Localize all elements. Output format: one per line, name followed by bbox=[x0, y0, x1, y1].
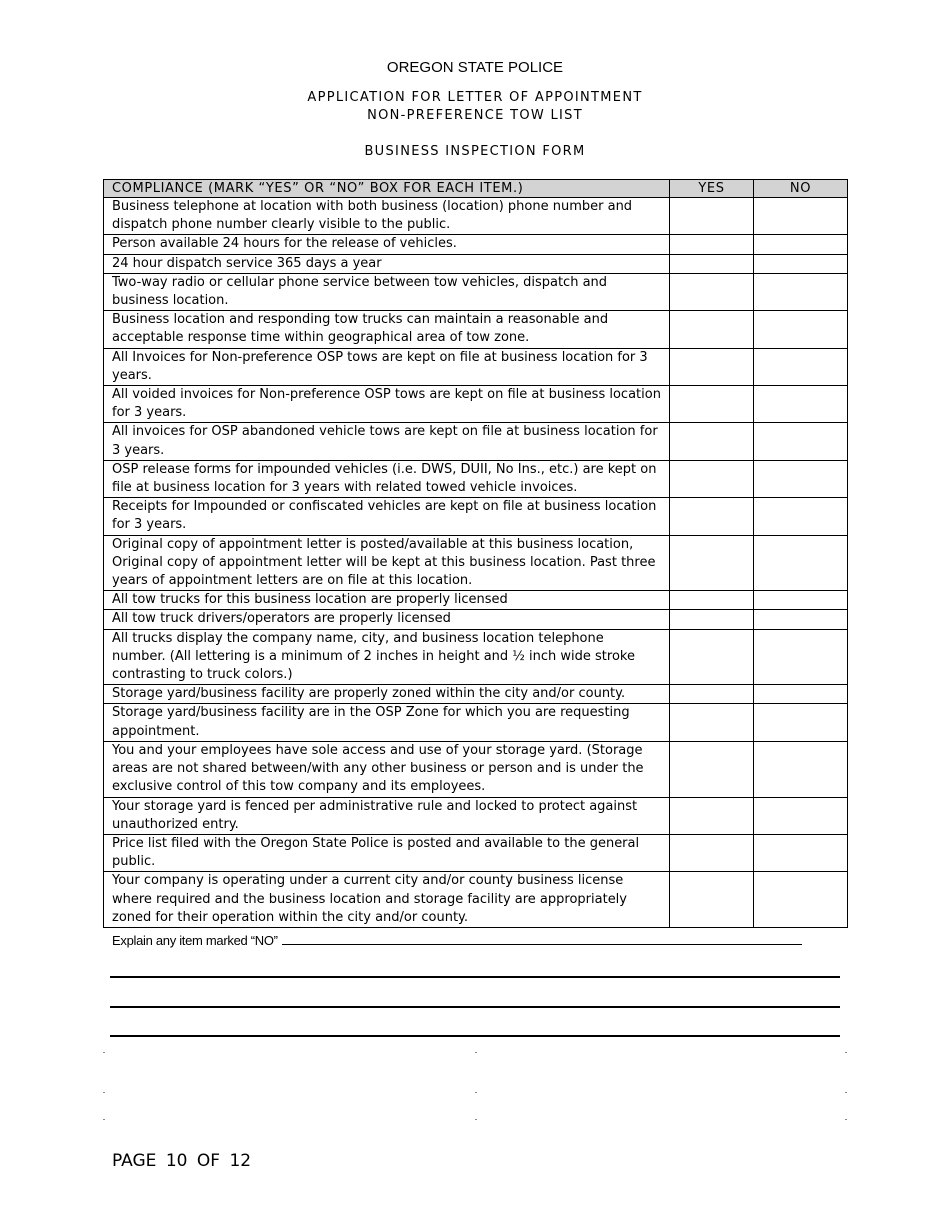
compliance-item: Your storage yard is fenced per administrative rule and locked to protect against unauthorized entry. bbox=[104, 797, 670, 834]
table-row bbox=[104, 704, 848, 741]
compliance-item: Two-way radio or cellular phone service between tow vehicles, dispatch and business location. bbox=[104, 273, 670, 310]
yes-box[interactable] bbox=[670, 273, 754, 310]
yes-box[interactable] bbox=[670, 797, 754, 834]
no-header: NO bbox=[754, 180, 848, 198]
compliance-item: Storage yard/business facility are in the OSP Zone for which you are requesting appointment. bbox=[104, 704, 670, 741]
no-box[interactable] bbox=[754, 629, 848, 685]
yes-box[interactable] bbox=[670, 610, 754, 629]
table-row bbox=[104, 311, 848, 348]
table-row bbox=[104, 629, 848, 685]
yes-box[interactable] bbox=[670, 741, 754, 797]
yes-box[interactable] bbox=[670, 235, 754, 254]
explain-no-section bbox=[112, 932, 802, 948]
compliance-item: Original copy of appointment letter is posted/available at this business location, Original copy of appointment letter will be kept at this business location. Past three years of appointment letters are on file at this location. bbox=[104, 535, 670, 591]
compliance-header: COMPLIANCE (MARK “YES” OR “NO” BOX FOR EACH ITEM.) bbox=[104, 180, 670, 198]
grid-mark bbox=[845, 1092, 847, 1093]
grid-mark bbox=[475, 1119, 477, 1120]
explain-writing-line[interactable] bbox=[110, 1035, 840, 1037]
table-row bbox=[104, 741, 848, 797]
no-box[interactable] bbox=[754, 610, 848, 629]
total-pages: 12 bbox=[229, 1151, 252, 1171]
no-box[interactable] bbox=[754, 348, 848, 385]
yes-box[interactable] bbox=[670, 872, 754, 928]
explain-input-line[interactable] bbox=[282, 932, 802, 945]
grid-mark bbox=[103, 1052, 105, 1053]
no-box[interactable] bbox=[754, 254, 848, 273]
no-box[interactable] bbox=[754, 685, 848, 704]
no-box[interactable] bbox=[754, 386, 848, 423]
no-box[interactable] bbox=[754, 198, 848, 235]
yes-box[interactable] bbox=[670, 423, 754, 460]
yes-box[interactable] bbox=[670, 685, 754, 704]
explain-writing-line[interactable] bbox=[110, 976, 840, 978]
explain-writing-line[interactable] bbox=[110, 1006, 840, 1008]
compliance-item: You and your employees have sole access and use of your storage yard. (Storage areas are not shared between/with any other business or person and is under the exclusive control of this tow company and its employees. bbox=[104, 741, 670, 797]
compliance-item: Storage yard/business facility are properly zoned within the city and/or county. bbox=[104, 685, 670, 704]
yes-box[interactable] bbox=[670, 348, 754, 385]
yes-box[interactable] bbox=[670, 535, 754, 591]
compliance-item: All trucks display the company name, city, and business location telephone number. (All lettering is a minimum of 2 inches in height and ½ inch wide stroke contrasting to truck colors.) bbox=[104, 629, 670, 685]
grid-mark bbox=[103, 1092, 105, 1093]
table-row bbox=[104, 834, 848, 871]
compliance-item: Business location and responding tow trucks can maintain a reasonable and acceptable response time within geographical area of tow zone. bbox=[104, 311, 670, 348]
table-row bbox=[104, 685, 848, 704]
yes-box[interactable] bbox=[670, 704, 754, 741]
no-box[interactable] bbox=[754, 273, 848, 310]
yes-header: YES bbox=[670, 180, 754, 198]
no-box[interactable] bbox=[754, 235, 848, 254]
compliance-item: All tow trucks for this business location are properly licensed bbox=[104, 591, 670, 610]
no-box[interactable] bbox=[754, 423, 848, 460]
table-row bbox=[104, 797, 848, 834]
compliance-item: All tow truck drivers/operators are properly licensed bbox=[104, 610, 670, 629]
table-row bbox=[104, 273, 848, 310]
table-row bbox=[104, 254, 848, 273]
no-box[interactable] bbox=[754, 741, 848, 797]
table-row bbox=[104, 498, 848, 535]
no-box[interactable] bbox=[754, 834, 848, 871]
compliance-table bbox=[103, 179, 848, 928]
current-page: 10 bbox=[165, 1151, 188, 1171]
table-row bbox=[104, 591, 848, 610]
page-number bbox=[112, 1151, 251, 1171]
compliance-item: 24 hour dispatch service 365 days a year bbox=[104, 254, 670, 273]
yes-box[interactable] bbox=[670, 629, 754, 685]
yes-box[interactable] bbox=[670, 386, 754, 423]
grid-mark bbox=[845, 1052, 847, 1053]
table-row bbox=[104, 235, 848, 254]
table-row bbox=[104, 348, 848, 385]
no-box[interactable] bbox=[754, 460, 848, 497]
yes-box[interactable] bbox=[670, 834, 754, 871]
form-title: BUSINESS INSPECTION FORM bbox=[364, 144, 586, 159]
yes-box[interactable] bbox=[670, 498, 754, 535]
tow-list-title: NON-PREFERENCE TOW LIST bbox=[367, 108, 583, 123]
compliance-item: Business telephone at location with both business (location) phone number and dispatch phone number clearly visible to the public. bbox=[104, 198, 670, 235]
grid-mark bbox=[845, 1119, 847, 1120]
no-box[interactable] bbox=[754, 872, 848, 928]
no-box[interactable] bbox=[754, 591, 848, 610]
table-row bbox=[104, 386, 848, 423]
compliance-item: All Invoices for Non-preference OSP tows are kept on file at business location for 3 years. bbox=[104, 348, 670, 385]
table-row bbox=[104, 423, 848, 460]
agency-title: OREGON STATE POLICE bbox=[386, 59, 564, 76]
grid-mark bbox=[475, 1092, 477, 1093]
of-label: OF bbox=[196, 1151, 221, 1171]
table-row bbox=[104, 535, 848, 591]
page-label: PAGE bbox=[112, 1151, 157, 1171]
grid-mark bbox=[103, 1119, 105, 1120]
no-box[interactable] bbox=[754, 797, 848, 834]
grid-mark bbox=[475, 1052, 477, 1053]
compliance-item: Your company is operating under a current city and/or county business license where required and the business location and storage facility are appropriately zoned for their operation within the city and/or county. bbox=[104, 872, 670, 928]
table-row bbox=[104, 198, 848, 235]
yes-box[interactable] bbox=[670, 591, 754, 610]
compliance-item: All voided invoices for Non-preference OSP tows are kept on file at business location for 3 years. bbox=[104, 386, 670, 423]
yes-box[interactable] bbox=[670, 254, 754, 273]
yes-box[interactable] bbox=[670, 311, 754, 348]
compliance-item: All invoices for OSP abandoned vehicle tows are kept on file at business location for 3 years. bbox=[104, 423, 670, 460]
no-box[interactable] bbox=[754, 704, 848, 741]
table-row bbox=[104, 460, 848, 497]
compliance-item: Receipts for Impounded or confiscated vehicles are kept on file at business location for 3 years. bbox=[104, 498, 670, 535]
table-row bbox=[104, 610, 848, 629]
explain-label: Explain any item marked “NO” bbox=[112, 933, 278, 948]
compliance-item: Person available 24 hours for the release of vehicles. bbox=[104, 235, 670, 254]
no-box[interactable] bbox=[754, 498, 848, 535]
application-title: APPLICATION FOR LETTER OF APPOINTMENT bbox=[307, 90, 643, 105]
yes-box[interactable] bbox=[670, 460, 754, 497]
no-box[interactable] bbox=[754, 535, 848, 591]
compliance-item: OSP release forms for impounded vehicles (i.e. DWS, DUII, No Ins., etc.) are kept on file at business location for 3 years with related towed vehicle invoices. bbox=[104, 460, 670, 497]
compliance-item: Price list filed with the Oregon State Police is posted and available to the general public. bbox=[104, 834, 670, 871]
no-box[interactable] bbox=[754, 311, 848, 348]
yes-box[interactable] bbox=[670, 198, 754, 235]
table-row bbox=[104, 872, 848, 928]
compliance-header-row bbox=[104, 180, 848, 198]
